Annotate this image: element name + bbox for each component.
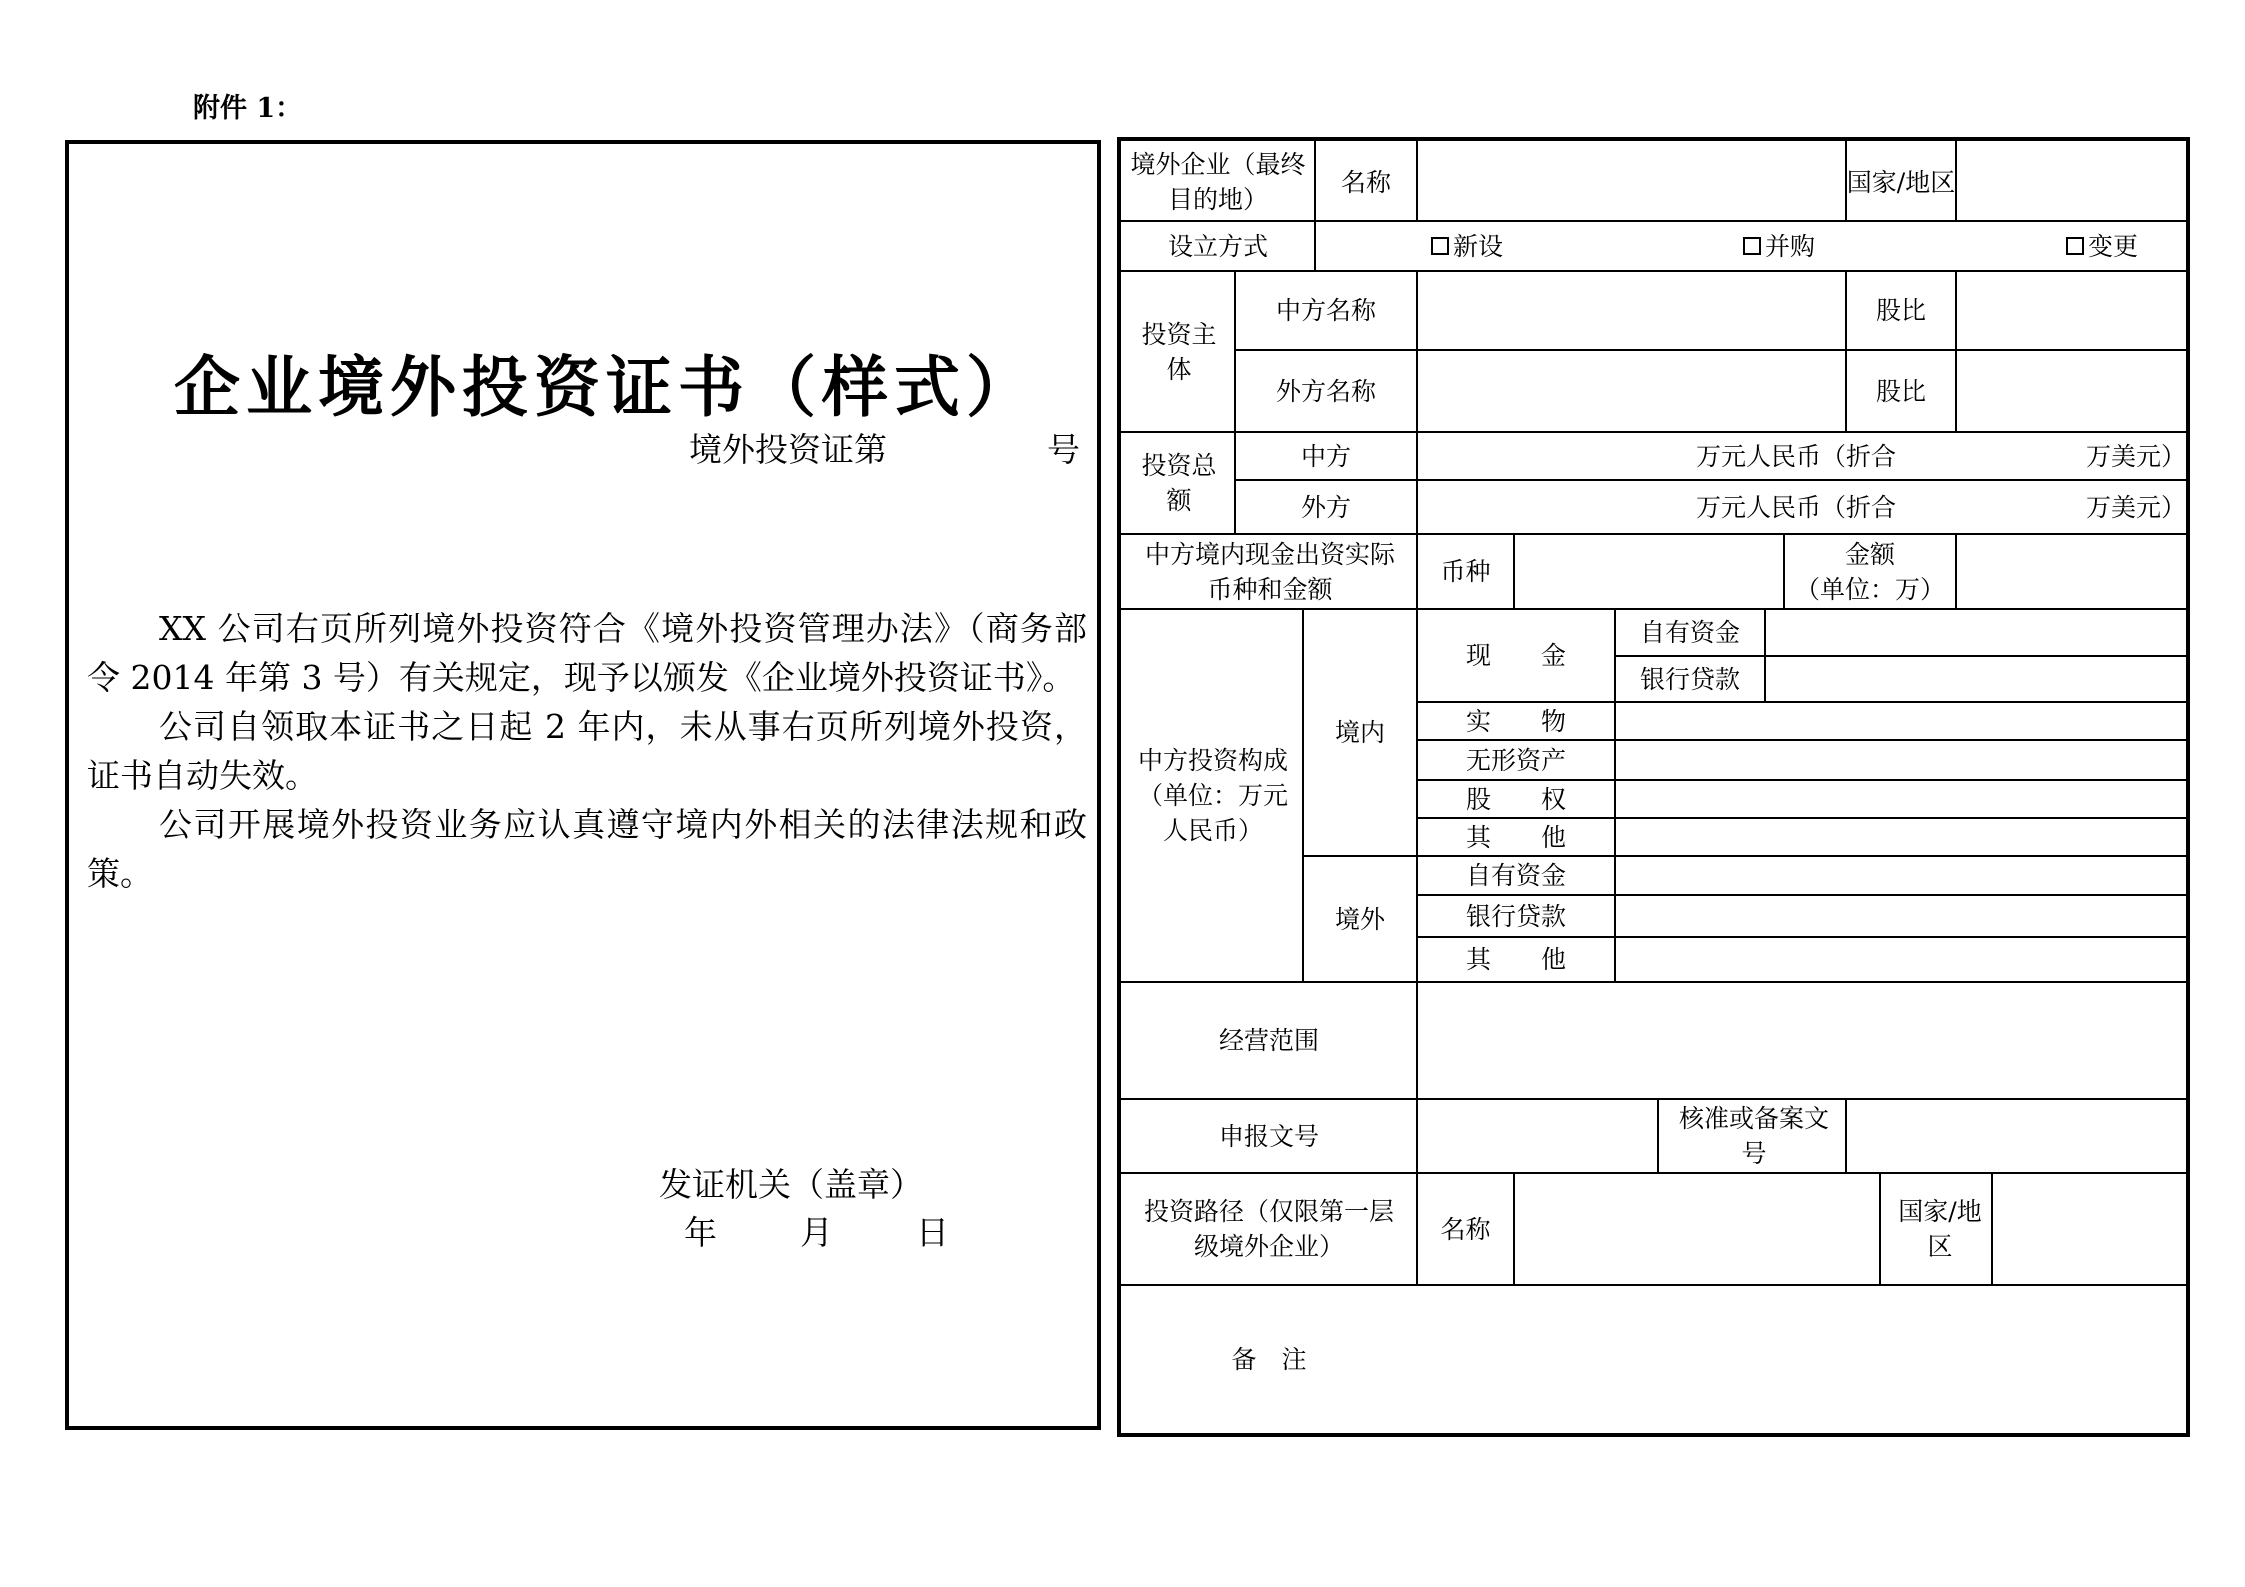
- certificate-number: [689, 424, 1080, 471]
- country-region-label: 国家/地区: [1846, 167, 1956, 197]
- date-year: 年: [684, 1213, 717, 1252]
- equity-field[interactable]: [1615, 780, 2186, 818]
- amount-text: 金额: [1844, 539, 1895, 569]
- certificate-number-prefix: 境外投资证第: [689, 430, 887, 469]
- foreign-name-field[interactable]: [1417, 350, 1846, 432]
- country-region-field[interactable]: [1956, 141, 2186, 223]
- certificate-paragraph: 公司自领取本证书之日起 2 年内，未从事右页所列境外投资，证书自动失效。: [87, 707, 1087, 795]
- share-ratio-label: 股比: [1875, 296, 1926, 325]
- checkbox-icon: [1431, 237, 1449, 255]
- report-doc-no-field[interactable]: [1417, 1099, 1658, 1173]
- approval-doc-no-field[interactable]: [1846, 1099, 2186, 1173]
- overseas-bank-loan-field[interactable]: [1615, 895, 2186, 937]
- total-investment-label: 投资总额: [1141, 451, 1217, 515]
- foreign-usd-text: 万美元）: [2085, 492, 2186, 522]
- business-scope-label: 经营范围: [1218, 1026, 1319, 1055]
- intangible-field[interactable]: [1615, 740, 2186, 780]
- approval-doc-no-label: 核准或备案文号: [1678, 1104, 1829, 1168]
- checkbox-icon: [1743, 237, 1761, 255]
- investment-path-label: 投资路径（仅限第一层级境外企业）: [1143, 1197, 1394, 1261]
- physical-field[interactable]: [1615, 702, 2186, 740]
- path-name-field[interactable]: [1514, 1173, 1880, 1285]
- certificate-paragraph: XX 公司右页所列境外投资符合《境外投资管理办法》（商务部令 2014 年第 3 号）有关规定，现予以颁发《企业境外投资证书》。: [87, 609, 1087, 697]
- domestic-own-funds-field[interactable]: [1765, 609, 2186, 656]
- issuing-authority: 发证机关（盖章）: [659, 1165, 923, 1204]
- option-new[interactable]: [1417, 221, 1517, 271]
- chinese-name-label: 中方名称: [1275, 296, 1376, 325]
- certificate-number-suffix: 号: [1047, 430, 1080, 469]
- path-country-region-field[interactable]: [1992, 1173, 2186, 1285]
- certificate-body: [87, 604, 1087, 898]
- overseas-own-funds-label: 自有资金: [1465, 861, 1566, 890]
- remarks-label: 备 注: [1231, 1344, 1307, 1374]
- composition-label: 中方投资构成（单位：万元人民币）: [1137, 746, 1288, 845]
- option-merger[interactable]: [1729, 221, 1829, 271]
- overseas-bank-loan-label: 银行贷款: [1465, 901, 1566, 931]
- currency-field[interactable]: [1514, 534, 1784, 609]
- date-day: 日: [916, 1213, 949, 1252]
- date-month: 月: [800, 1213, 833, 1252]
- share-ratio-label: 股比: [1875, 376, 1926, 406]
- domestic-other-field[interactable]: [1615, 818, 2186, 856]
- chinese-share-ratio-field[interactable]: [1956, 271, 2186, 350]
- option-change[interactable]: [2052, 221, 2152, 271]
- amount-field[interactable]: [1956, 534, 2186, 609]
- overseas-own-funds-field[interactable]: [1615, 856, 2186, 895]
- intangible-label: 无形资产: [1465, 745, 1566, 775]
- certificate-paragraph: 公司开展境外投资业务应认真遵守境内外相关的法律法规和政策。: [87, 805, 1087, 893]
- certificate-panel: [65, 140, 1101, 1430]
- amount-unit: （单位：万）: [1794, 574, 1945, 604]
- remarks-field[interactable]: [1417, 1285, 2186, 1433]
- domestic-label: 境内: [1334, 718, 1385, 747]
- overseas-other-label: 其 他: [1465, 945, 1566, 974]
- investor-label: 投资主体: [1141, 319, 1217, 384]
- business-scope-field[interactable]: [1417, 982, 2186, 1099]
- name-label: 名称: [1340, 167, 1391, 197]
- overseas-other-field[interactable]: [1615, 937, 2186, 982]
- equity-label: 股 权: [1465, 784, 1566, 814]
- physical-label: 实 物: [1465, 706, 1566, 736]
- chinese-usd-text: 万美元）: [2085, 441, 2186, 471]
- attachment-label: 附件 1：: [193, 93, 303, 124]
- foreign-name-label: 外方名称: [1275, 376, 1376, 406]
- chinese-name-field[interactable]: [1417, 271, 1846, 350]
- option-new-label: 新设: [1452, 231, 1503, 261]
- issue-date: [684, 1207, 949, 1254]
- checkbox-icon: [2066, 237, 2084, 255]
- cash-capital-label: 中方境内现金出资实际币种和金额: [1145, 539, 1396, 604]
- path-country-region-label: 国家/地区: [1898, 1197, 1982, 1261]
- domestic-own-funds-label: 自有资金: [1639, 618, 1740, 647]
- foreign-rmb-text: 万元人民币（折合: [1695, 492, 1896, 522]
- domestic-bank-loan-label: 银行贷款: [1639, 664, 1740, 694]
- report-doc-no-label: 申报文号: [1218, 1121, 1319, 1151]
- overseas-enterprise-name-field[interactable]: [1417, 141, 1846, 223]
- domestic-bank-loan-field[interactable]: [1765, 656, 2186, 702]
- overseas-label: 境外: [1334, 904, 1385, 934]
- cash-label: 现 金: [1465, 641, 1566, 670]
- chinese-side-label: 中方: [1300, 441, 1351, 471]
- domestic-other-label: 其 他: [1465, 822, 1566, 852]
- foreign-side-label: 外方: [1300, 492, 1351, 522]
- overseas-enterprise-label: 境外企业（最终目的地）: [1130, 150, 1306, 214]
- investment-form: [1117, 137, 2190, 1437]
- option-change-label: 变更: [2087, 231, 2138, 261]
- amount-label: [1784, 534, 1956, 609]
- certificate-title: 企业境外投资证书（样式）: [174, 348, 1038, 426]
- establishment-method-label: 设立方式: [1167, 231, 1268, 261]
- chinese-rmb-text: 万元人民币（折合: [1695, 441, 1896, 471]
- option-merger-label: 并购: [1764, 231, 1815, 261]
- path-name-label: 名称: [1440, 1214, 1491, 1244]
- foreign-share-ratio-field[interactable]: [1956, 350, 2186, 432]
- currency-label: 币种: [1440, 557, 1491, 586]
